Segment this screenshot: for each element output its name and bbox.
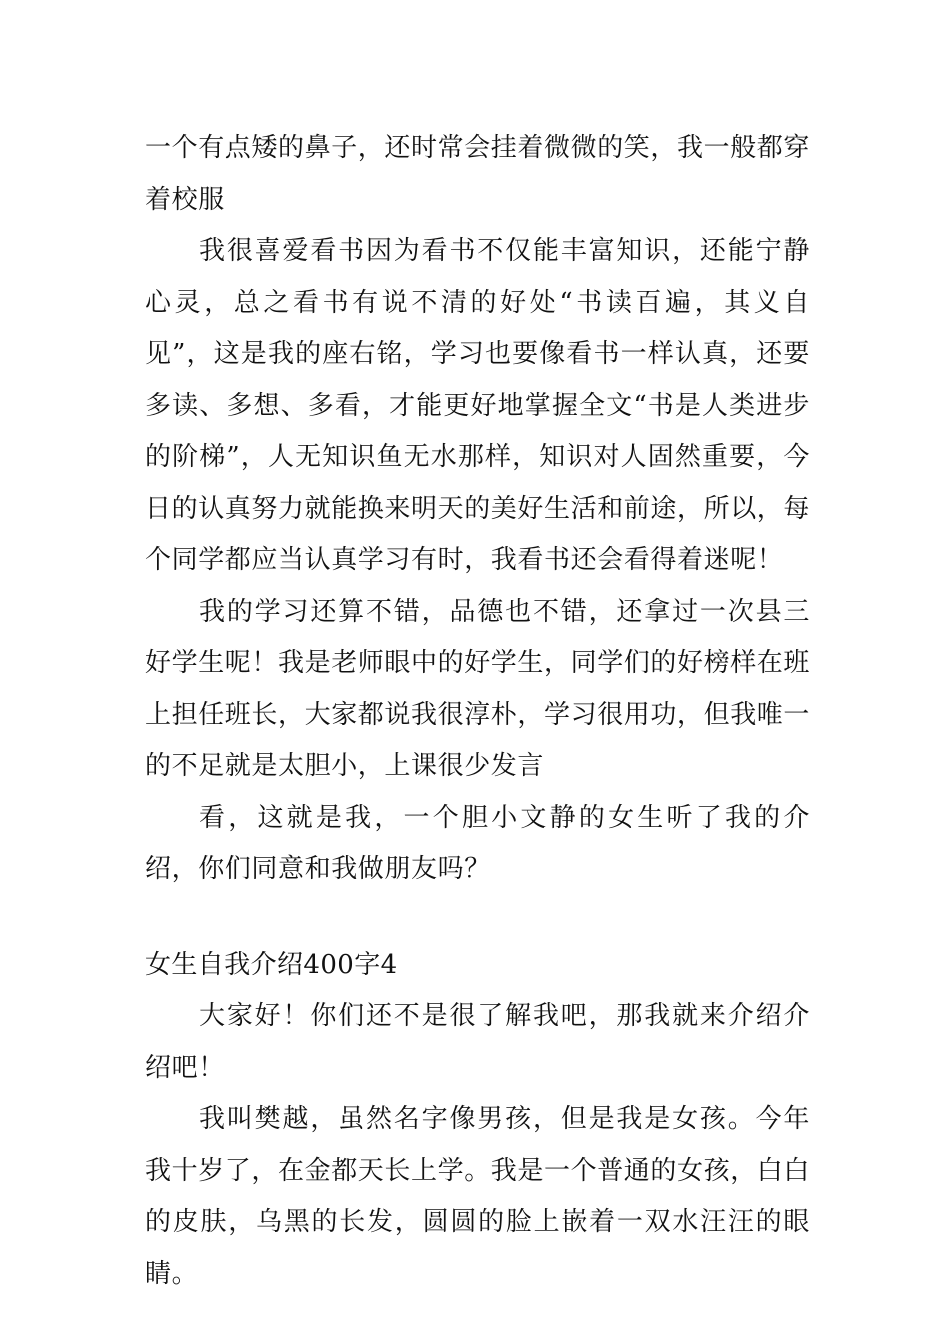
paragraph: 我叫樊越，虽然名字像男孩，但是我是女孩。今年我十岁了，在金都天长上学。我是一个普通的女孩，白白的皮肤，乌黑的长发，圆圆的脸上嵌着一双水汪汪的眼睛。 bbox=[145, 1104, 811, 1289]
paragraph: 一个有点矮的鼻子，还时常会挂着微微的笑，我一般都穿着校服 bbox=[145, 133, 811, 215]
paragraph: 我很喜爱看书因为看书不仅能丰富知识，还能宁静心灵，总之看书有说不清的好处“书读百遍，其义自见”，这是我的座右铭，学习也要像看书一样认真，还要多读、多想、多看，才能更好地掌握全文“书是人类进步的阶梯”，人无知识鱼无水那样，知识对人固然重要，今日的认真努力就能换来明天的美好生活和前途，所以，每个同学都应当认真学习有时，我看书还会看得着迷呢！ bbox=[145, 236, 811, 575]
section-heading: 女生自我介绍400字4 bbox=[145, 949, 398, 980]
paragraph: 我的学习还算不错，品德也不错，还拿过一次县三好学生呢！我是老师眼中的好学生，同学们的好榜样在班上担任班长，大家都说我很淳朴，学习很用功，但我唯一的不足就是太胆小，上课很少发言 bbox=[145, 596, 811, 781]
section-spacer bbox=[145, 896, 810, 940]
paragraph: 大家好！你们还不是很了解我吧，那我就来介绍介绍吧！ bbox=[145, 1001, 810, 1083]
paragraph: 看，这就是我，一个胆小文静的女生听了我的介绍，你们同意和我做朋友吗？ bbox=[145, 802, 810, 884]
document-body bbox=[145, 123, 810, 1300]
